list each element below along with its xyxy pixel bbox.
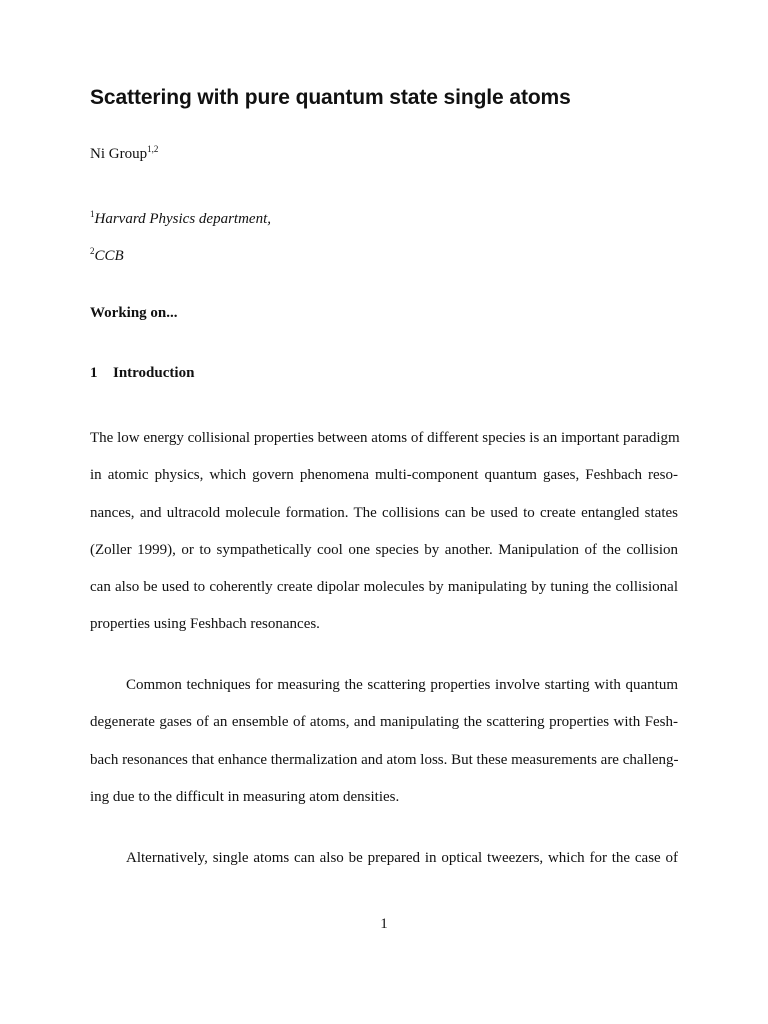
affiliation-1-mark: 1 xyxy=(90,209,95,219)
author-affiliation-marks: 1,2 xyxy=(147,144,159,154)
affiliation-2-text: CCB xyxy=(94,248,124,264)
paragraph-line: ing due to the difficult in measuring atom densities. xyxy=(90,788,400,805)
affiliation-2-mark: 2 xyxy=(90,246,95,256)
paragraph-line: degenerate gases of an ensemble of atoms, and manipulating the scattering properties with Fesh- xyxy=(90,714,678,731)
paragraph-line: bach resonances that enhance thermalization and atom loss. But these measurements are challeng- xyxy=(90,751,679,768)
paragraph-2 xyxy=(90,675,678,824)
paper-title: Scattering with pure quantum state single atoms xyxy=(90,86,571,109)
author-name: Ni Group xyxy=(90,146,148,162)
page-number: 1 xyxy=(380,916,388,932)
paragraph-line: in atomic physics, which govern phenomena multi-component quantum gases, Feshbach reso- xyxy=(90,467,678,484)
section-number: 1 xyxy=(90,365,98,381)
paragraph-line: (Zoller 1999), or to sympathetically cool one species by another. Manipulation of the collision xyxy=(90,541,678,558)
paragraph-line: can also be used to coherently create dipolar molecules by manipulating by tuning the collisional xyxy=(90,579,678,596)
paragraph-line: The low energy collisional properties between atoms of different species is an important paradigm xyxy=(90,430,680,446)
paragraph-line: properties using Feshbach resonances. xyxy=(90,616,320,633)
affiliation-1-text: Harvard Physics department, xyxy=(94,211,271,227)
section-title: Introduction xyxy=(113,365,195,381)
paragraph-line: Common techniques for measuring the scattering properties involve starting with quantum xyxy=(126,677,678,693)
paragraph-line: Alternatively, single atoms can also be prepared in optical tweezers, which for the case of xyxy=(126,850,678,866)
affiliation-1 xyxy=(90,211,271,228)
status-note: Working on... xyxy=(90,305,178,321)
paragraph-1 xyxy=(90,428,678,652)
paragraph-3 xyxy=(90,848,678,885)
author-line xyxy=(90,146,158,163)
paragraph-line: nances, and ultracold molecule formation. The collisions can be used to create entangled states xyxy=(90,504,678,521)
section-heading xyxy=(90,365,194,382)
affiliation-2 xyxy=(90,248,124,265)
